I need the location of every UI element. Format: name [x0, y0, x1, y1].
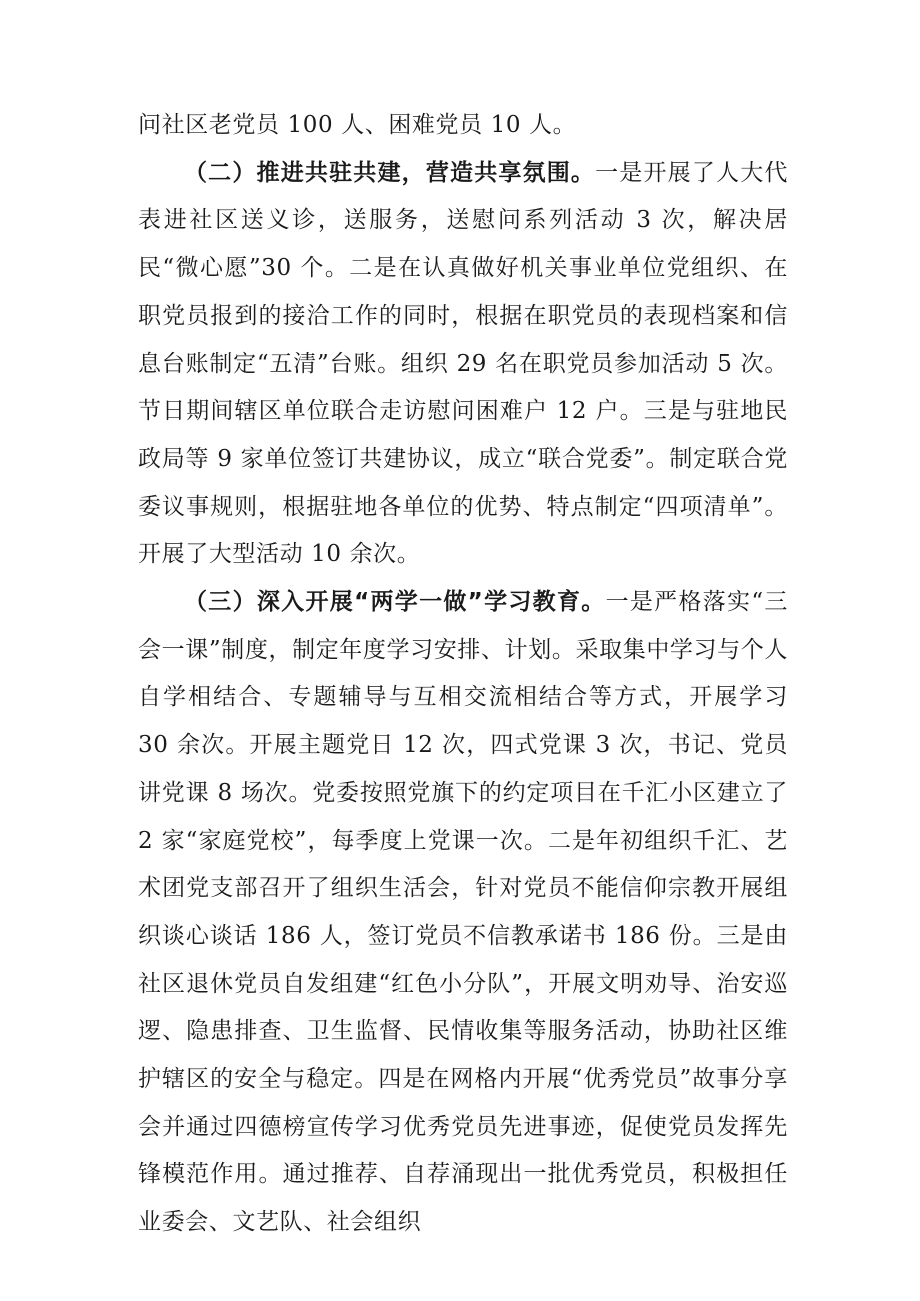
section-heading-3: （三）深入开展“两学一做”学习教育。 — [184, 589, 606, 616]
paragraph-text: 一是严格落实“三会一课”制度，制定年度学习安排、计划。采取集中学习与个人自学相结合、专题辅导与互相交流相结合等方式，开展学习 30 余次。开展主题党日 12 次，四式党课 3 次，书记、党员讲党课 8 场次。党委按照党旗下的约定项目在千汇小区建立了 2 家“家庭党校”，每季度上党课一次。二是年初组织千汇、艺术团党支部召开了组织生活会，针对党员不能信仰宗教开展组织谈心谈话 186 人，签订党员不信教承诺书 186 份。三是由社区退休党员自发组建“红色小分队”，开展文明劝导、治安巡逻、隐患排查、卫生监督、民情收集等服务活动，协助社区维护辖区的安全与稳定。四是在网格内开展“优秀党员”故事分享会并通过四德榜宣传学习优秀党员先进事迹，促使党员发挥先锋模范作用。通过推荐、自荐涌现出一批优秀党员，积极担任业委会、文艺队、社会组织 — [138, 589, 788, 1236]
paragraph-continuation — [138, 102, 788, 150]
paragraph-text: 一是开展了人大代表进社区送义诊，送服务，送慰问系列活动 3 次，解决居民“微心愿”30 个。二是在认真做好机关事业单位党组织、在职党员报到的接洽工作的同时，根据在职党员的表现档案和信息台账制定“五清”台账。组织 29 名在职党员参加活动 5 次。节日期间辖区单位联合走访慰问困难户 12 户。三是与驻地民政局等 9 家单位签订共建协议，成立“联合党委”。制定联合党委议事规则，根据驻地各单位的优势、特点制定“四项清单”。开展了大型活动 10 余次。 — [138, 159, 788, 568]
paragraph-text: 问社区老党员 100 人、困难党员 10 人。 — [138, 112, 577, 138]
paragraph-study-education — [138, 579, 788, 1247]
section-heading-2: （二）推进共驻共建，营造共享氛围。 — [184, 159, 596, 186]
paragraph-co-construction — [138, 150, 788, 579]
document-body — [138, 102, 788, 1247]
